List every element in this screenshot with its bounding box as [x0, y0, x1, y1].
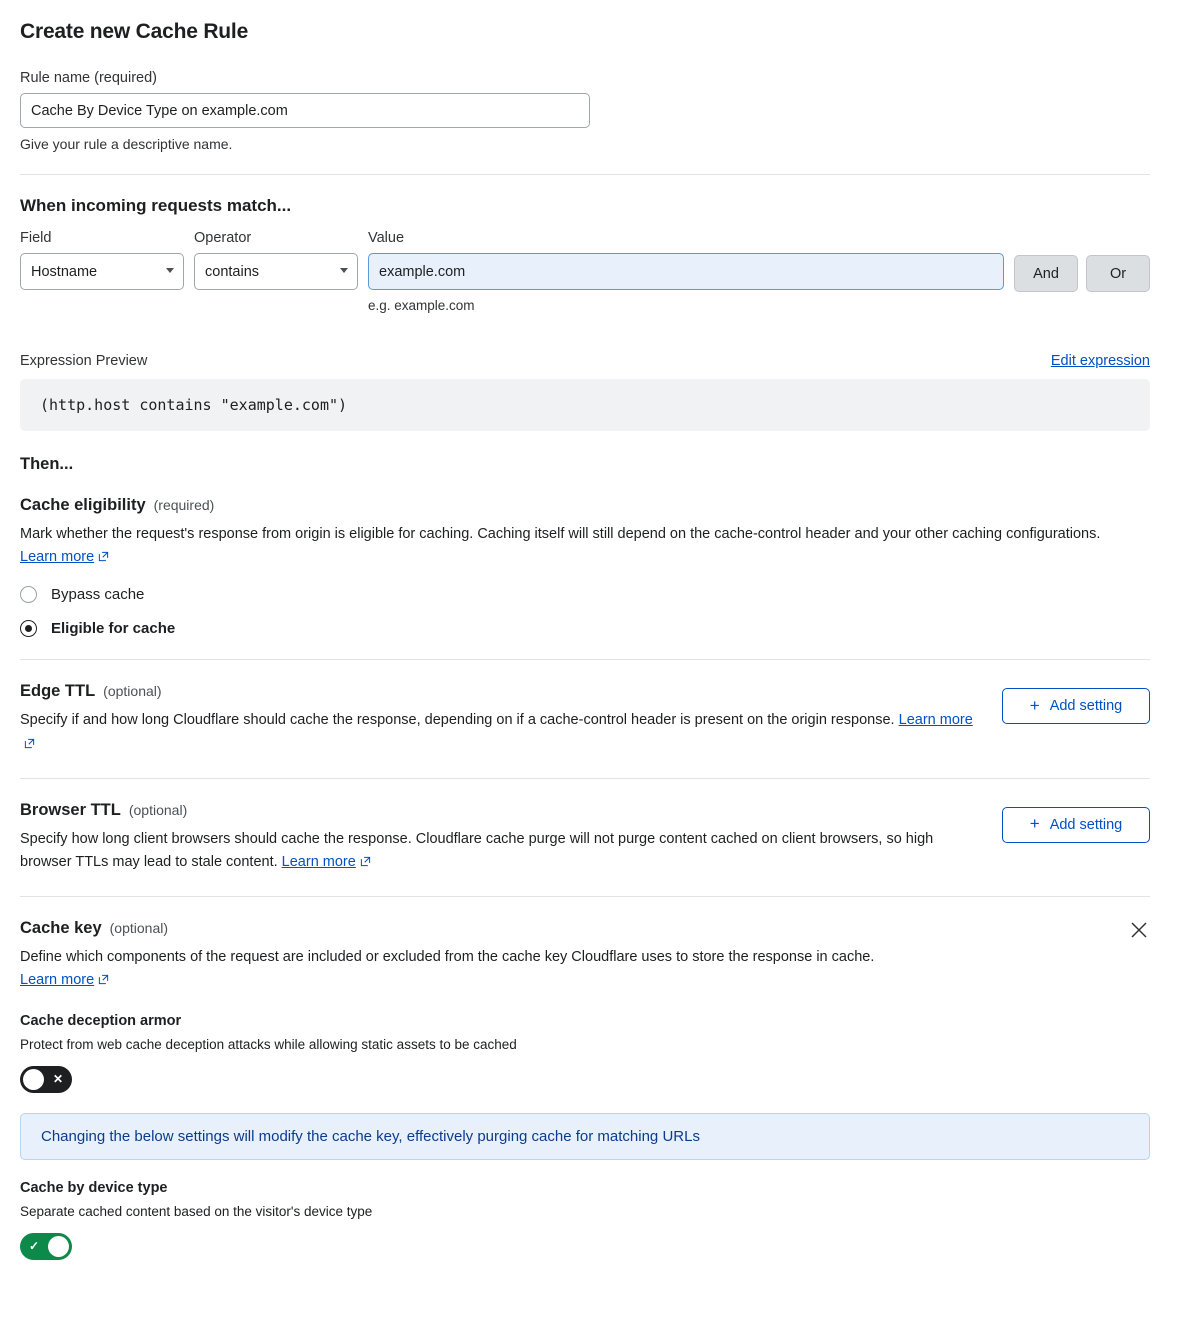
field-select[interactable] [20, 253, 184, 290]
external-link-icon [98, 551, 109, 562]
divider [20, 659, 1150, 660]
edge-ttl-desc-text: Specify if and how long Cloudflare should cache the response, depending on if a cache-control header is present on the origin response. [20, 712, 895, 729]
external-link-icon [360, 856, 371, 867]
divider [20, 896, 1150, 897]
toggle-knob [48, 1236, 69, 1257]
toggle-knob [23, 1069, 44, 1090]
radio-label: Eligible for cache [51, 620, 176, 638]
match-section-title: When incoming requests match... [20, 196, 292, 215]
condition-row [20, 230, 1150, 313]
cache-deception-armor-title: Cache deception armor [20, 1012, 182, 1029]
cache-key-info-banner: Changing the below settings will modify the cache key, effectively purging cache for matching URLs [20, 1113, 1150, 1160]
page-title: Create new Cache Rule [20, 20, 249, 43]
cache-key-optional: (optional) [109, 920, 169, 937]
and-button[interactable]: And [1014, 255, 1078, 292]
cache-eligibility-description [20, 523, 1140, 569]
plus-icon: + [1029, 695, 1040, 715]
field-label: Field [20, 230, 52, 246]
rule-name-input[interactable] [20, 93, 590, 128]
close-icon[interactable] [1128, 919, 1150, 941]
divider [20, 778, 1150, 779]
cache-eligibility-desc-text: Mark whether the request's response from origin is eligible for caching. Caching itself will still depend on the cache-control header and your other caching configurations. [20, 526, 1101, 542]
edge-ttl-add-setting-button[interactable] [1002, 688, 1150, 724]
edge-ttl-optional: (optional) [103, 683, 162, 700]
value-hint: e.g. example.com [368, 298, 475, 313]
add-setting-label: Add setting [1049, 816, 1123, 833]
operator-select-wrapper[interactable] [194, 253, 358, 290]
learn-more-link[interactable]: Learn more [281, 853, 356, 870]
edge-ttl-title: Edge TTL [20, 682, 96, 701]
value-label: Value [368, 230, 405, 246]
radio-eligible-for-cache[interactable] [20, 620, 1150, 637]
expression-preview: (http.host contains "example.com") [20, 379, 1150, 431]
browser-ttl-add-setting-button[interactable] [1002, 807, 1150, 843]
logic-buttons [1014, 230, 1150, 292]
field-column [20, 230, 184, 290]
cache-by-device-type-title: Cache by device type [20, 1179, 168, 1196]
radio-icon-selected[interactable] [20, 620, 37, 637]
cache-by-device-type-description: Separate cached content based on the visitor's device type [20, 1203, 373, 1219]
rule-name-group [20, 70, 1150, 152]
cache-key-text [20, 919, 1104, 992]
expression-header [20, 353, 1150, 369]
plus-icon: + [1029, 814, 1040, 834]
cache-key-description [20, 946, 1104, 992]
learn-more-link[interactable]: Learn more [20, 972, 95, 989]
then-title: Then... [20, 455, 74, 473]
rule-name-label: Rule name (required) [20, 70, 158, 86]
operator-column [194, 230, 358, 290]
edge-ttl-block [20, 682, 1150, 755]
learn-more-link[interactable]: Learn more [898, 712, 973, 729]
radio-icon[interactable] [20, 586, 37, 603]
browser-ttl-head [20, 801, 978, 820]
divider [20, 174, 1150, 175]
cache-deception-armor-description: Protect from web cache deception attacks while allowing static assets to be cached [20, 1036, 517, 1052]
cache-deception-armor-toggle[interactable] [20, 1066, 72, 1093]
cache-key-title: Cache key [20, 919, 102, 938]
cache-key-block [20, 919, 1150, 1259]
cache-by-device-type-toggle[interactable] [20, 1233, 72, 1260]
value-column [368, 230, 1004, 313]
browser-ttl-title: Browser TTL [20, 800, 121, 819]
browser-ttl-text [20, 801, 978, 874]
or-button[interactable]: Or [1086, 255, 1150, 292]
browser-ttl-optional: (optional) [128, 801, 188, 818]
browser-ttl-description [20, 828, 978, 874]
rule-name-help: Give your rule a descriptive name. [20, 136, 233, 152]
field-select-wrapper[interactable] [20, 253, 184, 290]
cache-key-head-row [20, 919, 1150, 992]
operator-label: Operator [194, 230, 252, 246]
add-setting-label: Add setting [1049, 698, 1123, 715]
learn-more-link[interactable]: Learn more [20, 549, 95, 566]
edge-ttl-text [20, 682, 978, 755]
cache-eligibility-head [20, 496, 1150, 515]
edit-expression-link[interactable]: Edit expression [1050, 353, 1150, 369]
external-link-icon [24, 738, 35, 749]
external-link-icon [98, 974, 109, 985]
radio-bypass-cache[interactable] [20, 586, 1150, 603]
radio-label: Bypass cache [51, 586, 145, 604]
expression-label: Expression Preview [20, 353, 148, 369]
browser-ttl-block [20, 801, 1150, 874]
cache-eligibility-title: Cache eligibility [20, 496, 146, 514]
cache-eligibility-required: (required) [153, 497, 215, 513]
toggle-mark: ✓ [29, 1239, 40, 1253]
cache-eligibility-block [20, 496, 1150, 637]
cache-key-desc-text: Define which components of the request are included or excluded from the cache key Cloudflare uses to store the response in cache. [20, 949, 875, 966]
edge-ttl-description [20, 709, 978, 755]
browser-ttl-desc-text: Specify how long client browsers should cache the response. Cloudflare cache purge will not purge content cached on client browsers, so high browser TTLs may lead to stale content. [20, 830, 934, 870]
edge-ttl-head [20, 682, 978, 701]
value-input[interactable] [368, 253, 1004, 290]
cache-key-head [20, 919, 1104, 938]
operator-select[interactable] [194, 253, 358, 290]
toggle-mark: ✕ [52, 1072, 63, 1086]
